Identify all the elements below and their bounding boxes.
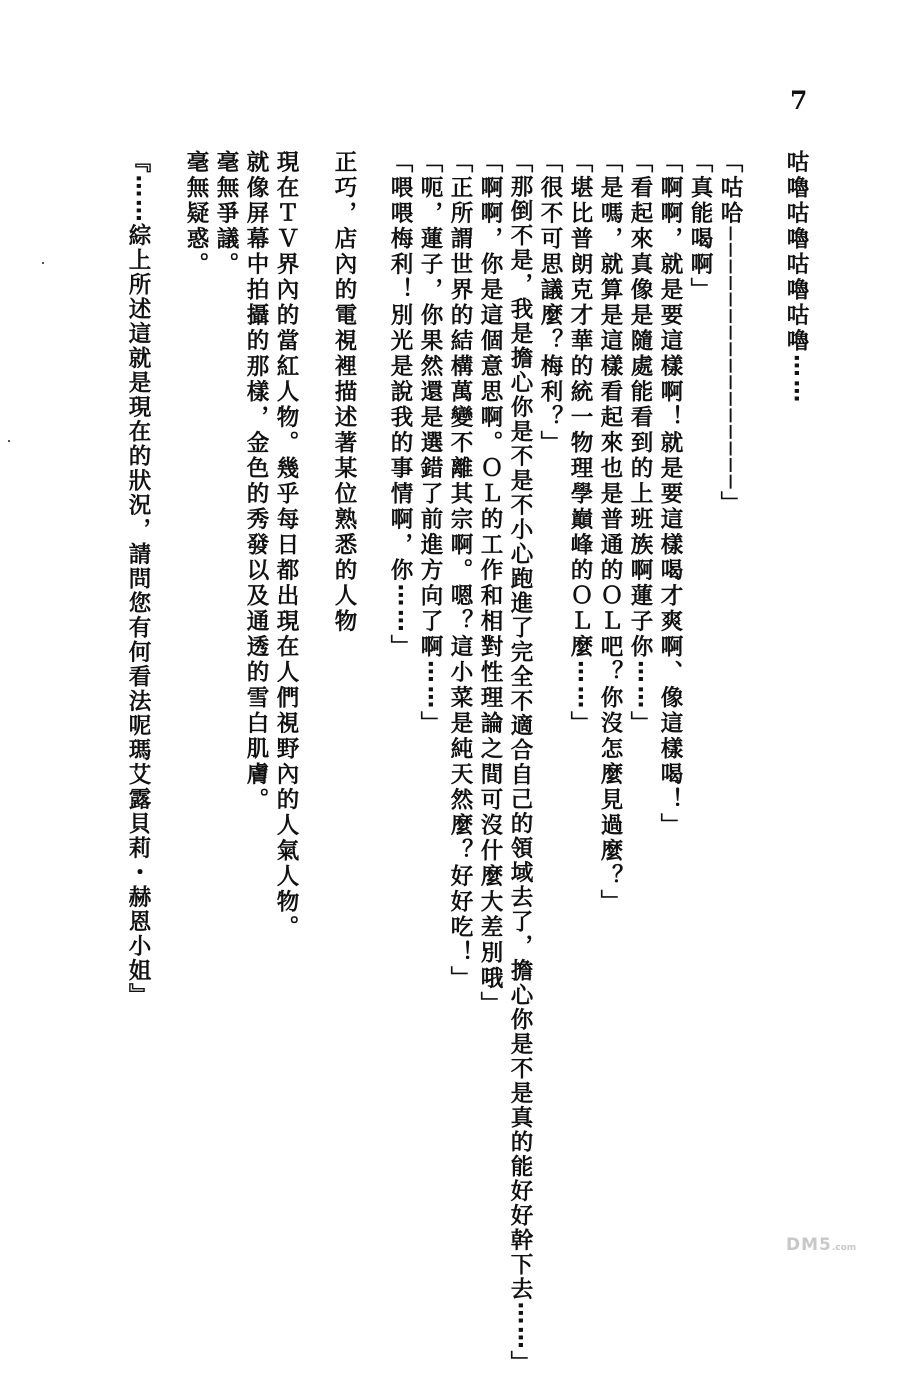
text-column-11: 「正所謂世界的結構萬變不離其宗啊。嗯？這小菜是純天然麼？好好吃！」 [447, 150, 473, 992]
text-column-5: 「看起來真像是隨處能看到的上班族啊蓮子你⋯⋯」 [627, 150, 653, 737]
text-column-19: 『⋯⋯綜上所述這就是現在的狀況，請問您有何看法呢瑪艾露貝莉・赫恩小姐』 [125, 150, 151, 1008]
scan-speck [8, 440, 10, 442]
scan-speck [42, 262, 44, 264]
text-column-16: 就像屏幕中拍攝的那樣，金色的秀發以及通透的雪白肌膚。 [243, 150, 269, 813]
text-column-10: 「啊啊，你是這個意思啊。ＯＬ的工作和相對性理論之間可沒什麼大差別哦」 [477, 150, 503, 1017]
text-column-18: 毫無疑惑。 [183, 150, 209, 278]
text-column-6: 「是嗎，就算是這樣看起來也是普通的ＯＬ吧？你沒怎麼見過麼？」 [597, 150, 623, 915]
site-watermark [786, 1235, 856, 1255]
text-column-3: 「真能喝啊」 [687, 150, 713, 303]
text-column-8: 「很不可思議麼？梅利？」 [537, 150, 563, 456]
text-column-9: 「那倒不是，我是擔心你是不是不小心跑進了完全不適合自己的領域去了，擔心你是不是真的能好好幹下去⋯⋯」 [507, 150, 533, 1375]
text-column-14: 正巧，店內的電視裡描述著某位熟悉的人物 [331, 150, 357, 635]
text-column-1: 咕嚕咕嚕咕嚕咕嚕⋯⋯ [783, 150, 809, 405]
text-column-7: 「堪比普朗克才華的統一物理學巔峰的ＯＬ麼⋯⋯」 [567, 150, 593, 737]
text-column-2: 「咕哈────────────────」 [717, 150, 743, 517]
page-number: 7 [790, 86, 808, 115]
text-column-17: 毫無爭議。 [213, 150, 239, 278]
text-column-13: 「喂喂梅利！別光是說我的事情啊，你⋯⋯」 [387, 150, 413, 660]
text-column-15: 現在ＴＶ界內的當紅人物。幾乎每日都出現在人們視野內的人氣人物。 [273, 150, 299, 941]
text-column-12: 「呃，蓮子，你果然還是選錯了前進方向了啊⋯⋯」 [417, 150, 443, 737]
watermark-suffix: .com [831, 1243, 857, 1253]
watermark-text: DM5 [786, 1235, 832, 1255]
text-column-4: 「啊啊，就是要這樣啊！就是要這樣喝才爽啊、像這樣喝！」 [657, 150, 683, 839]
